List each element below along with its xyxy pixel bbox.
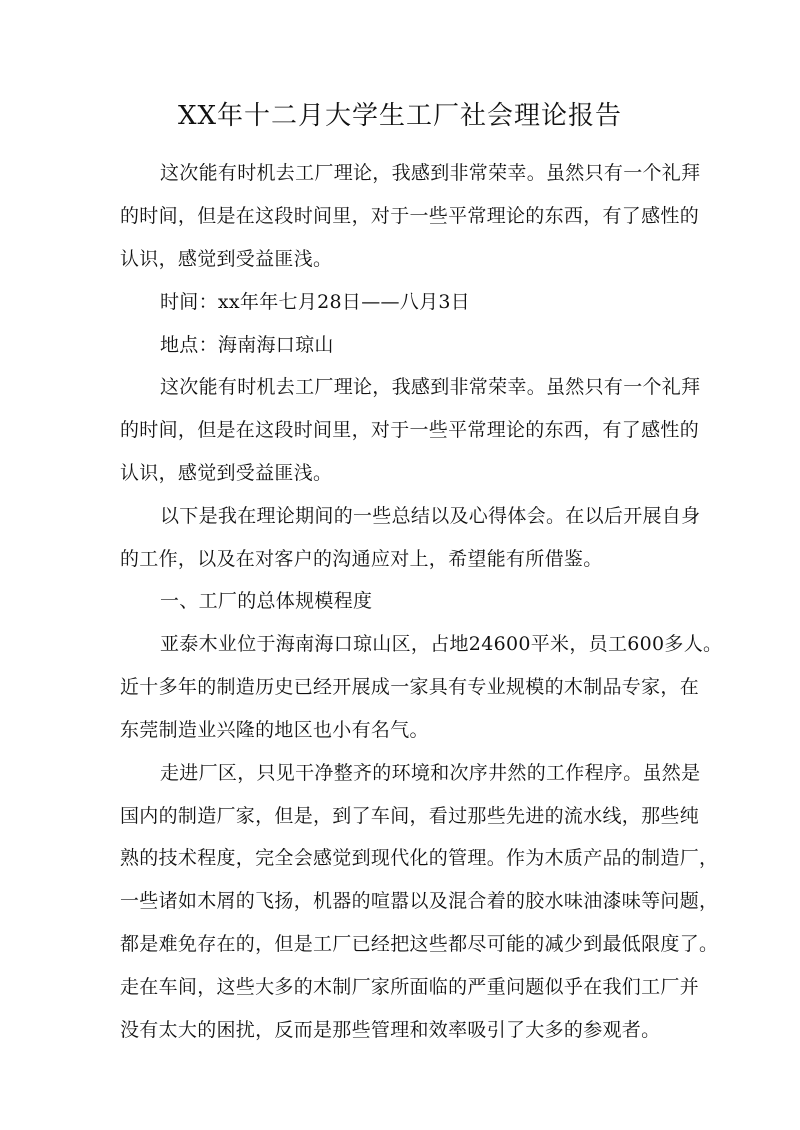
paragraph-line: 东莞制造业兴隆的地区也小有名气。 bbox=[120, 719, 429, 741]
paragraph-line: 走在车间，这些大多的木制厂家所面临的严重问题似乎在我们工厂并 bbox=[120, 976, 700, 998]
paragraph-line: 的时间，但是在这段时间里，对于一些平常理论的东西，有了感性的 bbox=[120, 205, 700, 227]
location-line: 地点：海南海口琼山 bbox=[160, 334, 334, 356]
paragraph-line: 认识，感觉到受益匪浅。 bbox=[120, 462, 333, 484]
paragraph-line: 以下是我在理论期间的一些总结以及心得体会。在以后开展自身 bbox=[160, 505, 701, 527]
section-heading: 一、工厂的总体规模程度 bbox=[160, 590, 373, 612]
document-title: XX年十二月大学生工厂社会理论报告 bbox=[177, 101, 623, 131]
paragraph-line: 一些诸如木屑的飞扬，机器的喧嚣以及混合着的胶水味油漆味等问题， bbox=[120, 890, 719, 912]
paragraph-line: 认识，感觉到受益匪浅。 bbox=[120, 248, 333, 270]
paragraph-line: 国内的制造厂家，但是，到了车间，看过那些先进的流水线，那些纯 bbox=[120, 805, 700, 827]
paragraph-line: 这次能有时机去工厂理论，我感到非常荣幸。虽然只有一个礼拜 bbox=[160, 162, 701, 184]
paragraph-line: 都是难免存在的，但是工厂已经把这些都尽可能的减少到最低限度了。 bbox=[120, 933, 719, 955]
paragraph-line: 亚泰木业位于海南海口琼山区，占地24600平米，员工600多人。 bbox=[160, 633, 723, 655]
time-line: 时间：xx年年七月28日——八月3日 bbox=[160, 291, 471, 313]
paragraph-line: 没有太大的困扰，反而是那些管理和效率吸引了大多的参观者。 bbox=[120, 1019, 661, 1041]
paragraph-line: 的时间，但是在这段时间里，对于一些平常理论的东西，有了感性的 bbox=[120, 419, 700, 441]
paragraph-line: 这次能有时机去工厂理论，我感到非常荣幸。虽然只有一个礼拜 bbox=[160, 376, 701, 398]
paragraph-line: 的工作，以及在对客户的沟通应对上，希望能有所借鉴。 bbox=[120, 548, 603, 570]
paragraph-line: 近十多年的制造历史已经开展成一家具有专业规模的木制品专家，在 bbox=[120, 676, 700, 698]
paragraph-line: 熟的技术程度，完全会感觉到现代化的管理。作为木质产品的制造厂， bbox=[120, 847, 719, 869]
paragraph-line: 走进厂区，只见干净整齐的环境和次序井然的工作程序。虽然是 bbox=[160, 762, 701, 784]
